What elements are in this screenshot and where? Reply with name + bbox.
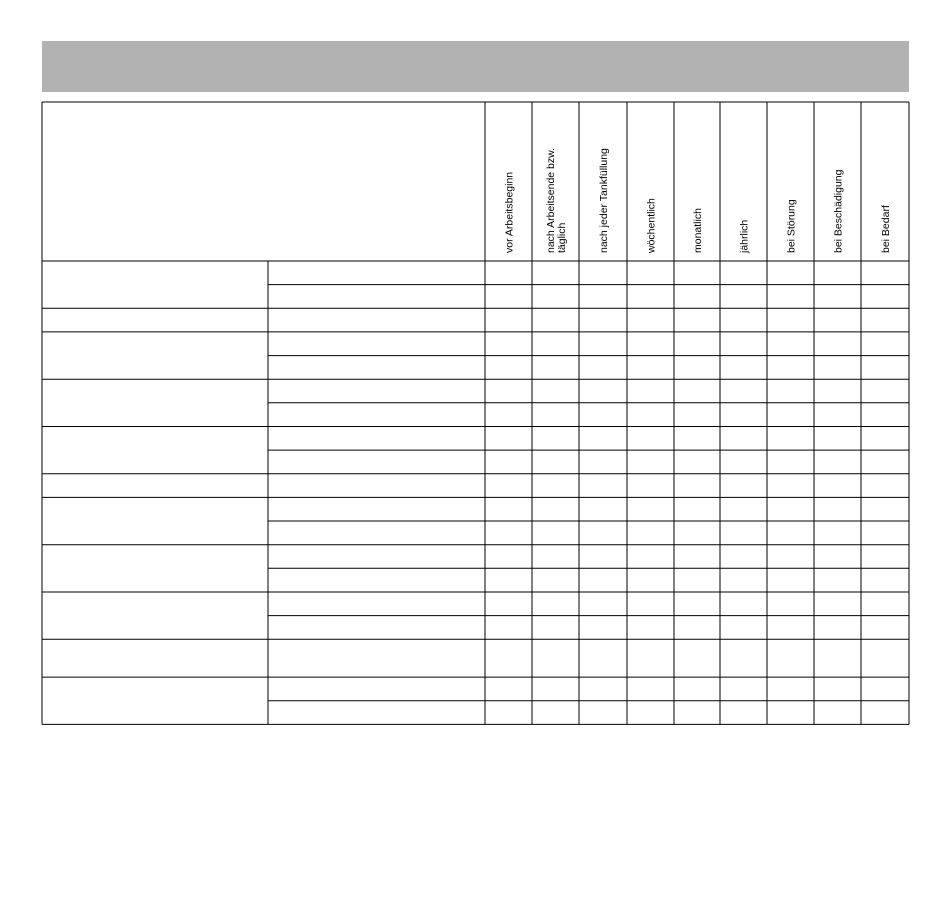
column-header-label: täglich <box>556 222 568 253</box>
column-header-label: wöchentlich <box>645 198 658 253</box>
column-header-label: bei Bedarf <box>880 205 892 253</box>
column-header-label: jährlich <box>738 219 751 253</box>
column-header <box>786 199 798 253</box>
column-header-label: nach jeder Tankfüllung <box>598 148 610 253</box>
column-header <box>739 220 751 254</box>
column-header-label: vor Arbeitsbeginn <box>503 171 516 253</box>
column-header-label: nach Arbeitsende bzw. <box>545 147 557 253</box>
column-header <box>545 148 568 253</box>
column-header <box>504 172 516 253</box>
column-header-label: monatlich <box>692 208 704 253</box>
column-header-label: bei Störung <box>785 199 798 253</box>
column-header <box>692 208 704 253</box>
column-header <box>833 169 845 253</box>
column-header <box>880 205 892 253</box>
column-header <box>598 148 610 253</box>
column-header <box>646 198 658 254</box>
column-header-label: bei Beschädigung <box>832 169 845 253</box>
